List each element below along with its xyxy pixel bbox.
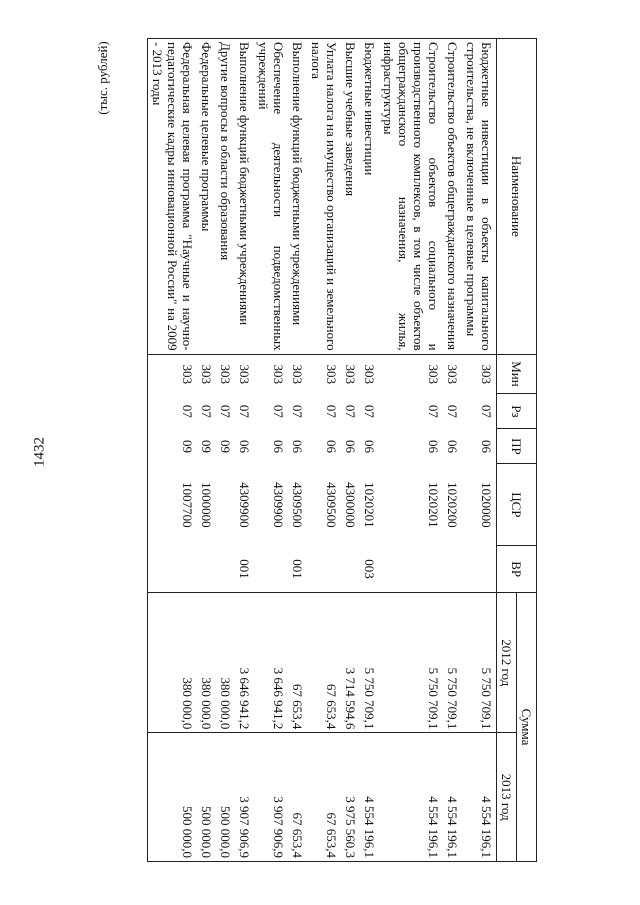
table-row (443, 39, 462, 862)
table-row (254, 39, 288, 862)
cell-rz: 07 (479, 404, 494, 418)
cell-y2012: 5 750 709,1 (360, 593, 379, 733)
cell-y2013: 3 907 906,9 (254, 733, 288, 862)
cell-y2012: 3 646 941,2 (235, 593, 254, 733)
table-row (462, 39, 497, 862)
cell-vr (379, 546, 443, 593)
cell-name: Выполнение функций бюджетными учреждениями (288, 39, 307, 355)
cell-vr (443, 546, 462, 593)
cell-pr: 09 (218, 439, 233, 453)
table-body (148, 39, 497, 862)
cell-min: 303 (197, 354, 216, 394)
cell-rz: 07 (426, 404, 441, 418)
cell-csr: 4309500 (290, 482, 305, 528)
cell-csr: 4309900 (271, 482, 286, 528)
cell-min: 303 (148, 354, 198, 394)
cell-pr: 06 (362, 439, 377, 453)
cell-min: 303 (307, 354, 341, 394)
cell-vr (197, 546, 216, 593)
cell-min: 303 (341, 354, 360, 394)
cell-pr: 06 (290, 439, 305, 453)
cell-vr (148, 546, 198, 593)
cell-rz: 07 (148, 394, 198, 429)
header-2013: 2013 год (497, 733, 517, 862)
header-csr: ЦСР (497, 464, 537, 546)
cell-y2012: 380 000,0 (216, 593, 235, 733)
rotated-table-container (91, 38, 537, 862)
cell-name: Другие вопросы в области образования (216, 39, 235, 355)
page-number: 1432 (31, 437, 48, 467)
cell-pr: 09 (148, 429, 198, 464)
cell-rz: 07 (218, 404, 233, 418)
cell-pr: 06 (271, 439, 286, 453)
cell-name: Бюджетные инвестиции (360, 39, 379, 355)
cell-y2013: 4 554 196,1 (360, 733, 379, 862)
cell-min: 303 (288, 354, 307, 394)
cell-y2013: 4 554 196,1 (462, 733, 497, 862)
table-row (379, 39, 443, 862)
cell-rz: 07 (324, 404, 339, 418)
header-sum: Сумма (517, 593, 537, 862)
cell-y2012: 5 750 709,1 (379, 593, 443, 733)
cell-min: 303 (462, 354, 497, 394)
cell-y2013: 500 000,0 (216, 733, 235, 862)
cell-vr (307, 546, 341, 593)
cell-y2013: 3 975 560,3 (341, 733, 360, 862)
cell-y2013: 3 907 906,9 (235, 733, 254, 862)
table-row (148, 39, 198, 862)
cell-pr: 06 (343, 439, 358, 453)
cell-pr: 06 (426, 439, 441, 453)
cell-vr (462, 546, 497, 593)
cell-csr: 1000000 (199, 482, 214, 528)
cell-name: Уплата налога на имущество организаций и земельного налога (307, 39, 341, 355)
cell-name: Строительство объектов общегражданского назначения (443, 39, 462, 355)
table-row (307, 39, 341, 862)
units-label: (тыс. рублей) (95, 41, 110, 115)
cell-rz: 07 (343, 404, 358, 418)
cell-name: Высшие учебные заведения (341, 39, 360, 355)
header-name: Наименование (497, 39, 537, 355)
table-row (235, 39, 254, 862)
cell-y2013: 67 653,4 (307, 733, 341, 862)
table-row (360, 39, 379, 862)
cell-rz: 07 (362, 404, 377, 418)
cell-y2013: 4 554 196,1 (379, 733, 443, 862)
cell-pr: 06 (324, 439, 339, 453)
table-row (216, 39, 235, 862)
cell-vr (254, 546, 288, 593)
cell-min: 303 (254, 354, 288, 394)
cell-y2013: 500 000,0 (197, 733, 216, 862)
cell-csr: 4309900 (237, 482, 252, 528)
cell-rz: 07 (199, 404, 214, 418)
cell-pr: 06 (479, 439, 494, 453)
cell-csr: 4309500 (324, 482, 339, 528)
cell-rz: 07 (271, 404, 286, 418)
cell-y2012: 67 653,4 (307, 593, 341, 733)
cell-y2012: 5 750 709,1 (462, 593, 497, 733)
cell-name: Строительство объектов социального и производственного комплексов, в том числе объектов общегражданского назначения, жилья, инфраструктуры (379, 39, 443, 355)
cell-pr: 09 (199, 439, 214, 453)
header-2012: 2012 год (497, 593, 517, 733)
header-min: Мин (497, 354, 537, 394)
cell-vr: 001 (288, 546, 307, 593)
table-row (288, 39, 307, 862)
cell-vr (216, 546, 235, 593)
cell-name: Выполнение функций бюджетными учреждениями (235, 39, 254, 355)
cell-min: 303 (216, 354, 235, 394)
cell-pr: 06 (237, 439, 252, 453)
cell-csr: 1020000 (479, 482, 494, 528)
header-vr: ВР (497, 546, 537, 593)
cell-rz: 07 (445, 404, 460, 418)
cell-csr: 1020201 (426, 482, 441, 528)
cell-y2012: 380 000,0 (148, 593, 198, 733)
cell-min: 303 (443, 354, 462, 394)
cell-name: Федеральные целевые программы (197, 39, 216, 355)
cell-name: Федеральная целевая программа "Научные и научно-педагогические кадры инновационной России" на 2009 - 2013 годы (148, 39, 198, 355)
cell-y2012: 3 714 594,6 (341, 593, 360, 733)
cell-y2012: 5 750 709,1 (443, 593, 462, 733)
cell-min: 303 (379, 354, 443, 394)
cell-vr (341, 546, 360, 593)
cell-name: Бюджетные инвестиции в объекты капитального строительства, не включенные в целевые программы (462, 39, 497, 355)
cell-csr: 1020201 (362, 482, 377, 528)
header-rz: Рз (497, 394, 537, 429)
cell-csr: 1020200 (445, 482, 460, 528)
cell-min: 303 (235, 354, 254, 394)
cell-y2012: 3 646 941,2 (254, 593, 288, 733)
cell-y2013: 4 554 196,1 (443, 733, 462, 862)
cell-min: 303 (360, 354, 379, 394)
budget-table (147, 38, 537, 862)
cell-name: Обеспечение деятельности подведомственных учреждений (254, 39, 288, 355)
cell-y2012: 380 000,0 (197, 593, 216, 733)
cell-y2013: 67 653,4 (288, 733, 307, 862)
header-pr: ПР (497, 429, 537, 464)
cell-y2013: 500 000,0 (148, 733, 198, 862)
cell-vr: 001 (235, 546, 254, 593)
cell-csr: 4300000 (343, 482, 358, 528)
cell-pr: 06 (445, 439, 460, 453)
cell-csr: 1007700 (148, 464, 198, 546)
cell-rz: 07 (237, 404, 252, 418)
table-row (197, 39, 216, 862)
cell-csr (216, 464, 235, 546)
table-row (341, 39, 360, 862)
cell-vr: 003 (360, 546, 379, 593)
cell-y2012: 67 653,4 (288, 593, 307, 733)
cell-rz: 07 (290, 404, 305, 418)
